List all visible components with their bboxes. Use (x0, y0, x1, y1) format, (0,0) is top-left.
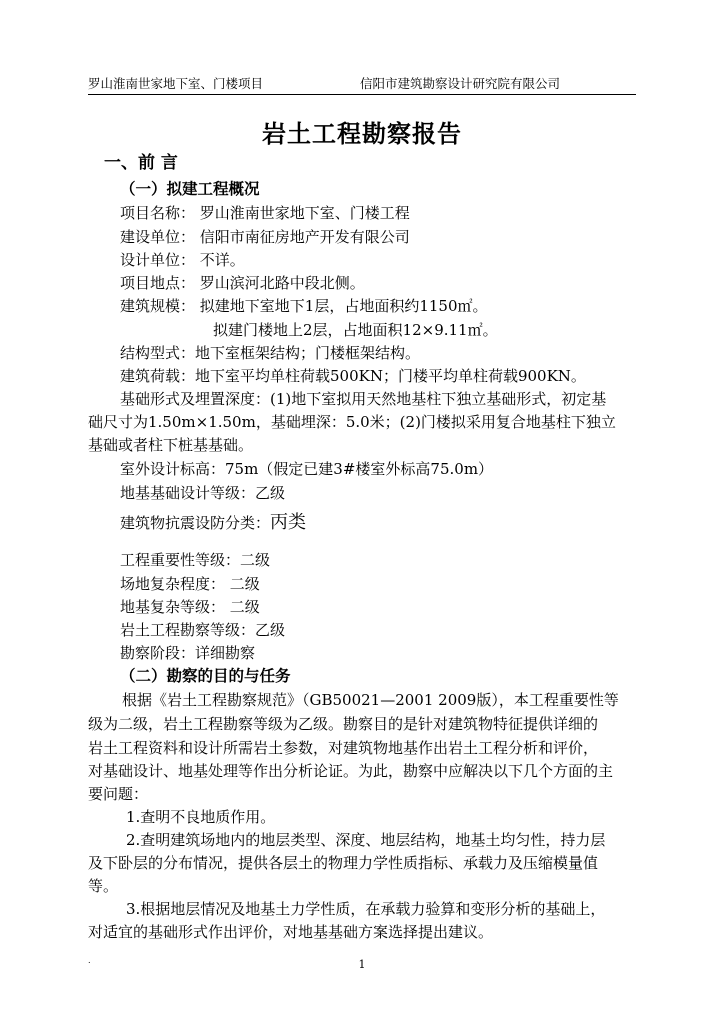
section-heading-preface: 一、前 言 (104, 153, 178, 173)
header-project-name: 罗山淮南世家地下室、门楼项目 (88, 76, 264, 91)
purpose-paragraph-line-3: 岩土工程资料和设计所需岩土参数，对建筑物地基作出岩土工程分析和评价， (88, 739, 599, 757)
site-complexity-line: 场地复杂程度： 二级 (120, 575, 260, 593)
task-item-2-line-3: 等。 (88, 877, 119, 895)
seismic-line (120, 513, 306, 533)
importance-line: 工程重要性等级：二级 (120, 551, 271, 569)
task-item-2-line-1: 2.查明建筑场地内的地层类型、深度、地层结构，地基土均匀性，持力层 (126, 831, 606, 849)
page-number: 1 (358, 958, 366, 971)
task-item-3-line-1: 3.根据地层情况及地基土力学性质，在承载力验算和变形分析的基础上， (126, 900, 606, 918)
seismic-label: 建筑物抗震设防分类： (120, 514, 271, 532)
foundation-line-1: 基础形式及埋置深度：(1)地下室拟用天然地基柱下独立基础形式，初定基 (120, 390, 607, 408)
scale-line-1: 建筑规模： 拟建地下室地下1层，占地面积约1150㎡。 (120, 297, 488, 315)
purpose-paragraph-line-5: 要问题： (88, 785, 149, 803)
survey-stage-line: 勘察阶段：详细勘察 (120, 644, 256, 662)
structure-line: 结构型式：地下室框架结构；门楼框架结构。 (120, 344, 421, 362)
foundation-grade-line: 地基基础设计等级：乙级 (120, 484, 286, 502)
subsection-heading-purpose: （二）勘察的目的与任务 (120, 667, 291, 685)
subsection-heading-project-overview: （一）拟建工程概况 (120, 180, 260, 198)
page-header (88, 74, 636, 95)
designer-line: 设计单位： 不详。 (120, 251, 245, 269)
location-line: 项目地点： 罗山滨河北路中段北侧。 (120, 274, 365, 292)
document-title: 岩土工程勘察报告 (262, 120, 462, 148)
purpose-paragraph-line-1: 根据《岩土工程勘察规范》（GB50021—2001 2009版），本工程重要性等 (122, 691, 619, 709)
elevation-line: 室外设计标高：75m（假定已建3#楼室外标高75.0m） (120, 460, 494, 478)
builder-line: 建设单位： 信阳市南征房地产开发有限公司 (120, 228, 410, 246)
project-name-line: 项目名称： 罗山淮南世家地下室、门楼工程 (120, 204, 410, 222)
survey-grade-line: 岩土工程勘察等级：乙级 (120, 621, 286, 639)
footer-dot: . (88, 956, 91, 965)
load-line: 建筑荷载：地下室平均单柱荷载500KN；门楼平均单柱荷载900KN。 (120, 367, 586, 385)
header-company-name: 信阳市建筑勘察设计研究院有限公司 (360, 76, 561, 91)
foundation-line-3: 基础或者柱下桩基基础。 (88, 436, 254, 454)
task-item-2-line-2: 及下卧层的分布情况，提供各层土的物理力学性质指标、承载力及压缩模量值 (88, 854, 599, 872)
task-item-1: 1.查明不良地质作用。 (126, 808, 276, 826)
purpose-paragraph-line-4: 对基础设计、地基处理等作出分析论证。为此，勘察中应解决以下几个方面的主 (88, 762, 614, 780)
task-item-3-line-2: 对适宜的基础形式作出评价，对地基基础方案选择提出建议。 (88, 923, 494, 941)
ground-complexity-line: 地基复杂等级： 二级 (120, 598, 260, 616)
purpose-paragraph-line-2: 级为二级，岩土工程勘察等级为乙级。勘察目的是针对建筑物特征提供详细的 (88, 715, 599, 733)
seismic-value: 丙类 (270, 512, 307, 533)
scale-line-2: 拟建门楼地上2层，占地面积12×9.11㎡。 (213, 321, 498, 339)
foundation-line-2: 础尺寸为1.50m×1.50m，基础埋深：5.0米；(2)门楼拟采用复合地基柱下独立 (88, 413, 616, 431)
